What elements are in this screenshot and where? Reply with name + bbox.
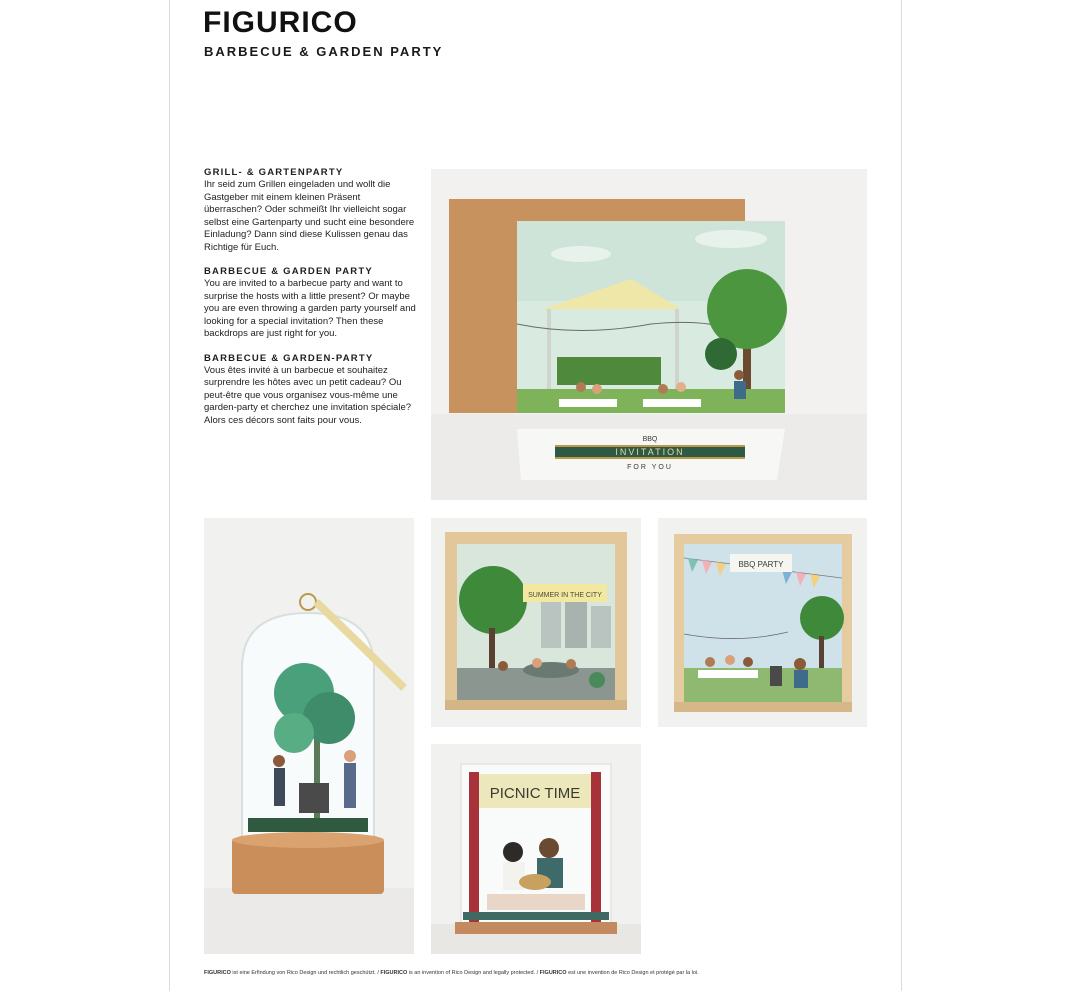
summer-sign: SUMMER IN THE CITY: [528, 592, 602, 599]
page-subtitle: BARBECUE & GARDEN PARTY: [204, 44, 444, 59]
bbq-sign: BBQ PARTY: [738, 560, 784, 569]
picnic-sign: PICNIC TIME: [489, 785, 581, 802]
footer-legal: [204, 970, 894, 976]
footer-text-2: is an invention of Rico Design and legally protected. /: [407, 970, 540, 976]
description-french: [204, 352, 419, 428]
body-french: Vous êtes invité à un barbecue et souhaitez surprendre les hôtes avec un petit cadeau? Ou peut-être que vous organisez vous-même une garden-party et cherchez une invitation spéciale? Alors ces décors sont faits pour vous.: [204, 364, 412, 426]
photo-picnic-box: [431, 744, 641, 954]
heading-french: BARBECUE & GARDEN-PARTY: [204, 352, 374, 364]
footer-text-3: est une invention de Rico Design et protégé par la loi.: [566, 970, 699, 976]
footer-text-1: ist eine Erfindung von Rico Design und rechtlich geschützt. /: [230, 970, 381, 976]
body-german: Ihr seid zum Grillen eingeladen und wollt die Gastgeber mit einem kleinen Präsent überraschen? Oder schmeißt Ihr vielleicht sogar selbst eine Gartenparty und sucht eine besondere Einladung? Dann sind diese Kulissen genau das Richtige für Euch.: [204, 179, 415, 253]
description-english: [204, 265, 419, 341]
heading-english: BARBECUE & GARDEN PARTY: [204, 266, 373, 277]
photo-bbq-frame: [658, 518, 867, 727]
footer-brand-3: FIGURICO: [539, 970, 567, 976]
catalog-page: [169, 0, 902, 991]
footer-brand-2: FIGURICO: [380, 970, 408, 976]
description-german: [204, 166, 419, 254]
invitation-line3: FOR YOU: [627, 464, 673, 471]
invitation-line1: BBQ: [642, 436, 658, 443]
photo-summer-frame: [431, 518, 641, 727]
footer-brand-1: FIGURICO: [204, 970, 231, 976]
heading-german: GRILL- & GARTENPARTY: [204, 167, 344, 178]
invitation-banner: INVITATION: [615, 447, 685, 457]
description-column: [204, 166, 419, 438]
photo-glass-dome: [204, 518, 414, 954]
brand-logo: FIGURICO: [203, 6, 358, 39]
photo-invitation-card: [431, 169, 867, 500]
body-english: You are invited to a barbecue party and want to surprise the hosts with a little present? Or maybe you are even throwing a garden party yourself and looking for a special invitation? Then these backdrops are just right for you.: [204, 278, 416, 339]
